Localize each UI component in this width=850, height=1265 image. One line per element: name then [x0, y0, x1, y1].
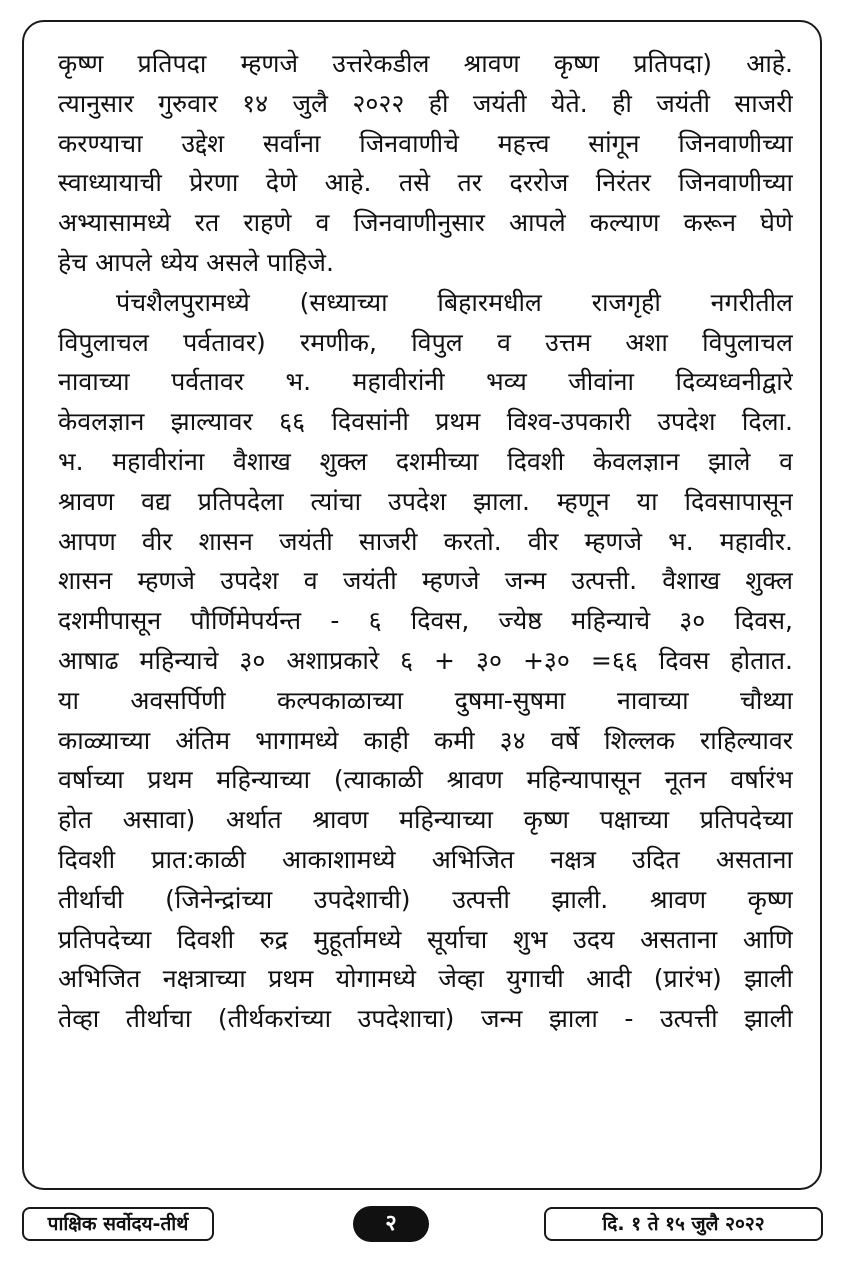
text-line: कृष्ण प्रतिपदा म्हणजे उत्तरेकडील श्रावण कृष्ण प्रतिपदा) आहे. [58, 49, 793, 78]
text-line: त्यानुसार गुरुवार १४ जुलै २०२२ ही जयंती येते. ही जयंती साजरी [58, 88, 793, 118]
text-line: तेव्हा तीर्थाचा (तीर्थकरांच्या उपदेशाचा) जन्म झाला - उत्पत्ती झाली [58, 1004, 793, 1034]
text-line: श्रावण वद्य प्रतिपदेला त्यांचा उपदेश झाला. म्हणून या दिवसापासून [58, 486, 793, 516]
text-line: होत असावा) अर्थात श्रावण महिन्याच्या कृष्ण पक्षाच्या प्रतिपदेच्या [58, 805, 793, 835]
issue-date-box: दि. १ ते १५ जुलै २०२२ [544, 1207, 823, 1241]
publication-name-box: पाक्षिक सर्वोदय-तीर्थ [22, 1207, 214, 1241]
text-line: अभिजित नक्षत्राच्या प्रथम योगामध्ये जेव्हा युगाची आदी (प्रारंभ) झाली [58, 964, 793, 994]
text-line: स्वाध्यायाची प्रेरणा देणे आहे. तसे तर दररोज निरंतर जिनवाणीच्या [58, 168, 793, 198]
text-line: शासन म्हणजे उपदेश व जयंती म्हणजे जन्म उत्पत्ती. वैशाख शुक्ल [58, 566, 793, 596]
text-line: करण्याचा उद्देश सर्वांना जिनवाणीचे महत्त्व सांगून जिनवाणीच्या [58, 128, 793, 158]
page-number-badge: २ [353, 1206, 429, 1242]
text-line: भ. महावीरांना वैशाख शुक्ल दशमीच्या दिवशी केवलज्ञान झाले व [58, 446, 793, 476]
text-line: दिवशी प्रात:काळी आकाशामध्ये अभिजित नक्षत्र उदित असताना [58, 844, 793, 874]
text-line: नावाच्या पर्वतावर भ. महावीरांनी भव्य जीवांना दिव्यध्वनीद्वारे [58, 367, 793, 397]
text-line: हेच आपले ध्येय असले पाहिजे. [58, 247, 334, 277]
text-line: अभ्यासामध्ये रत राहणे व जिनवाणीनुसार आपले कल्याण करून घेणे [58, 208, 793, 238]
text-line: आपण वीर शासन जयंती साजरी करतो. वीर म्हणजे भ. महावीर. [58, 526, 793, 556]
text-line: प्रतिपदेच्या दिवशी रुद्र मुहूर्तामध्ये सूर्याचा शुभ उदय असताना आणि [58, 924, 793, 954]
text-line: या अवसर्पिणी कल्पकाळाच्या दुषमा-सुषमा नावाच्या चौथ्या [58, 685, 793, 715]
text-line: काळ्याच्या अंतिम भागामध्ये काही कमी ३४ वर्षे शिल्लक राहिल्यावर [58, 725, 793, 755]
text-line: केवलज्ञान झाल्यावर ६६ दिवसांनी प्रथम विश्व-उपकारी उपदेश दिला. [58, 407, 793, 437]
text-line: आषाढ महिन्याचे ३० अशाप्रकारे ६ + ३० +३० =६६ दिवस होतात. [58, 645, 793, 675]
text-line: पंचशैलपुरामध्ये (सध्याच्या बिहारमधील राजगृही नगरीतील [116, 287, 793, 317]
text-line: वर्षाच्या प्रथम महिन्याच्या (त्याकाळी श्रावण महिन्यापासून नूतन वर्षारंभ [58, 765, 793, 795]
article-body [58, 44, 793, 1039]
text-line: तीर्थाची (जिनेन्द्रांच्या उपदेशाची) उत्पत्ती झाली. श्रावण कृष्ण [58, 884, 793, 914]
text-line: दशमीपासून पौर्णिमेपर्यन्त - ६ दिवस, ज्येष्ठ महिन्याचे ३० दिवस, [58, 606, 793, 636]
text-line: विपुलाचल पर्वतावर) रमणीक, विपुल व उत्तम अशा विपुलाचल [58, 327, 793, 357]
